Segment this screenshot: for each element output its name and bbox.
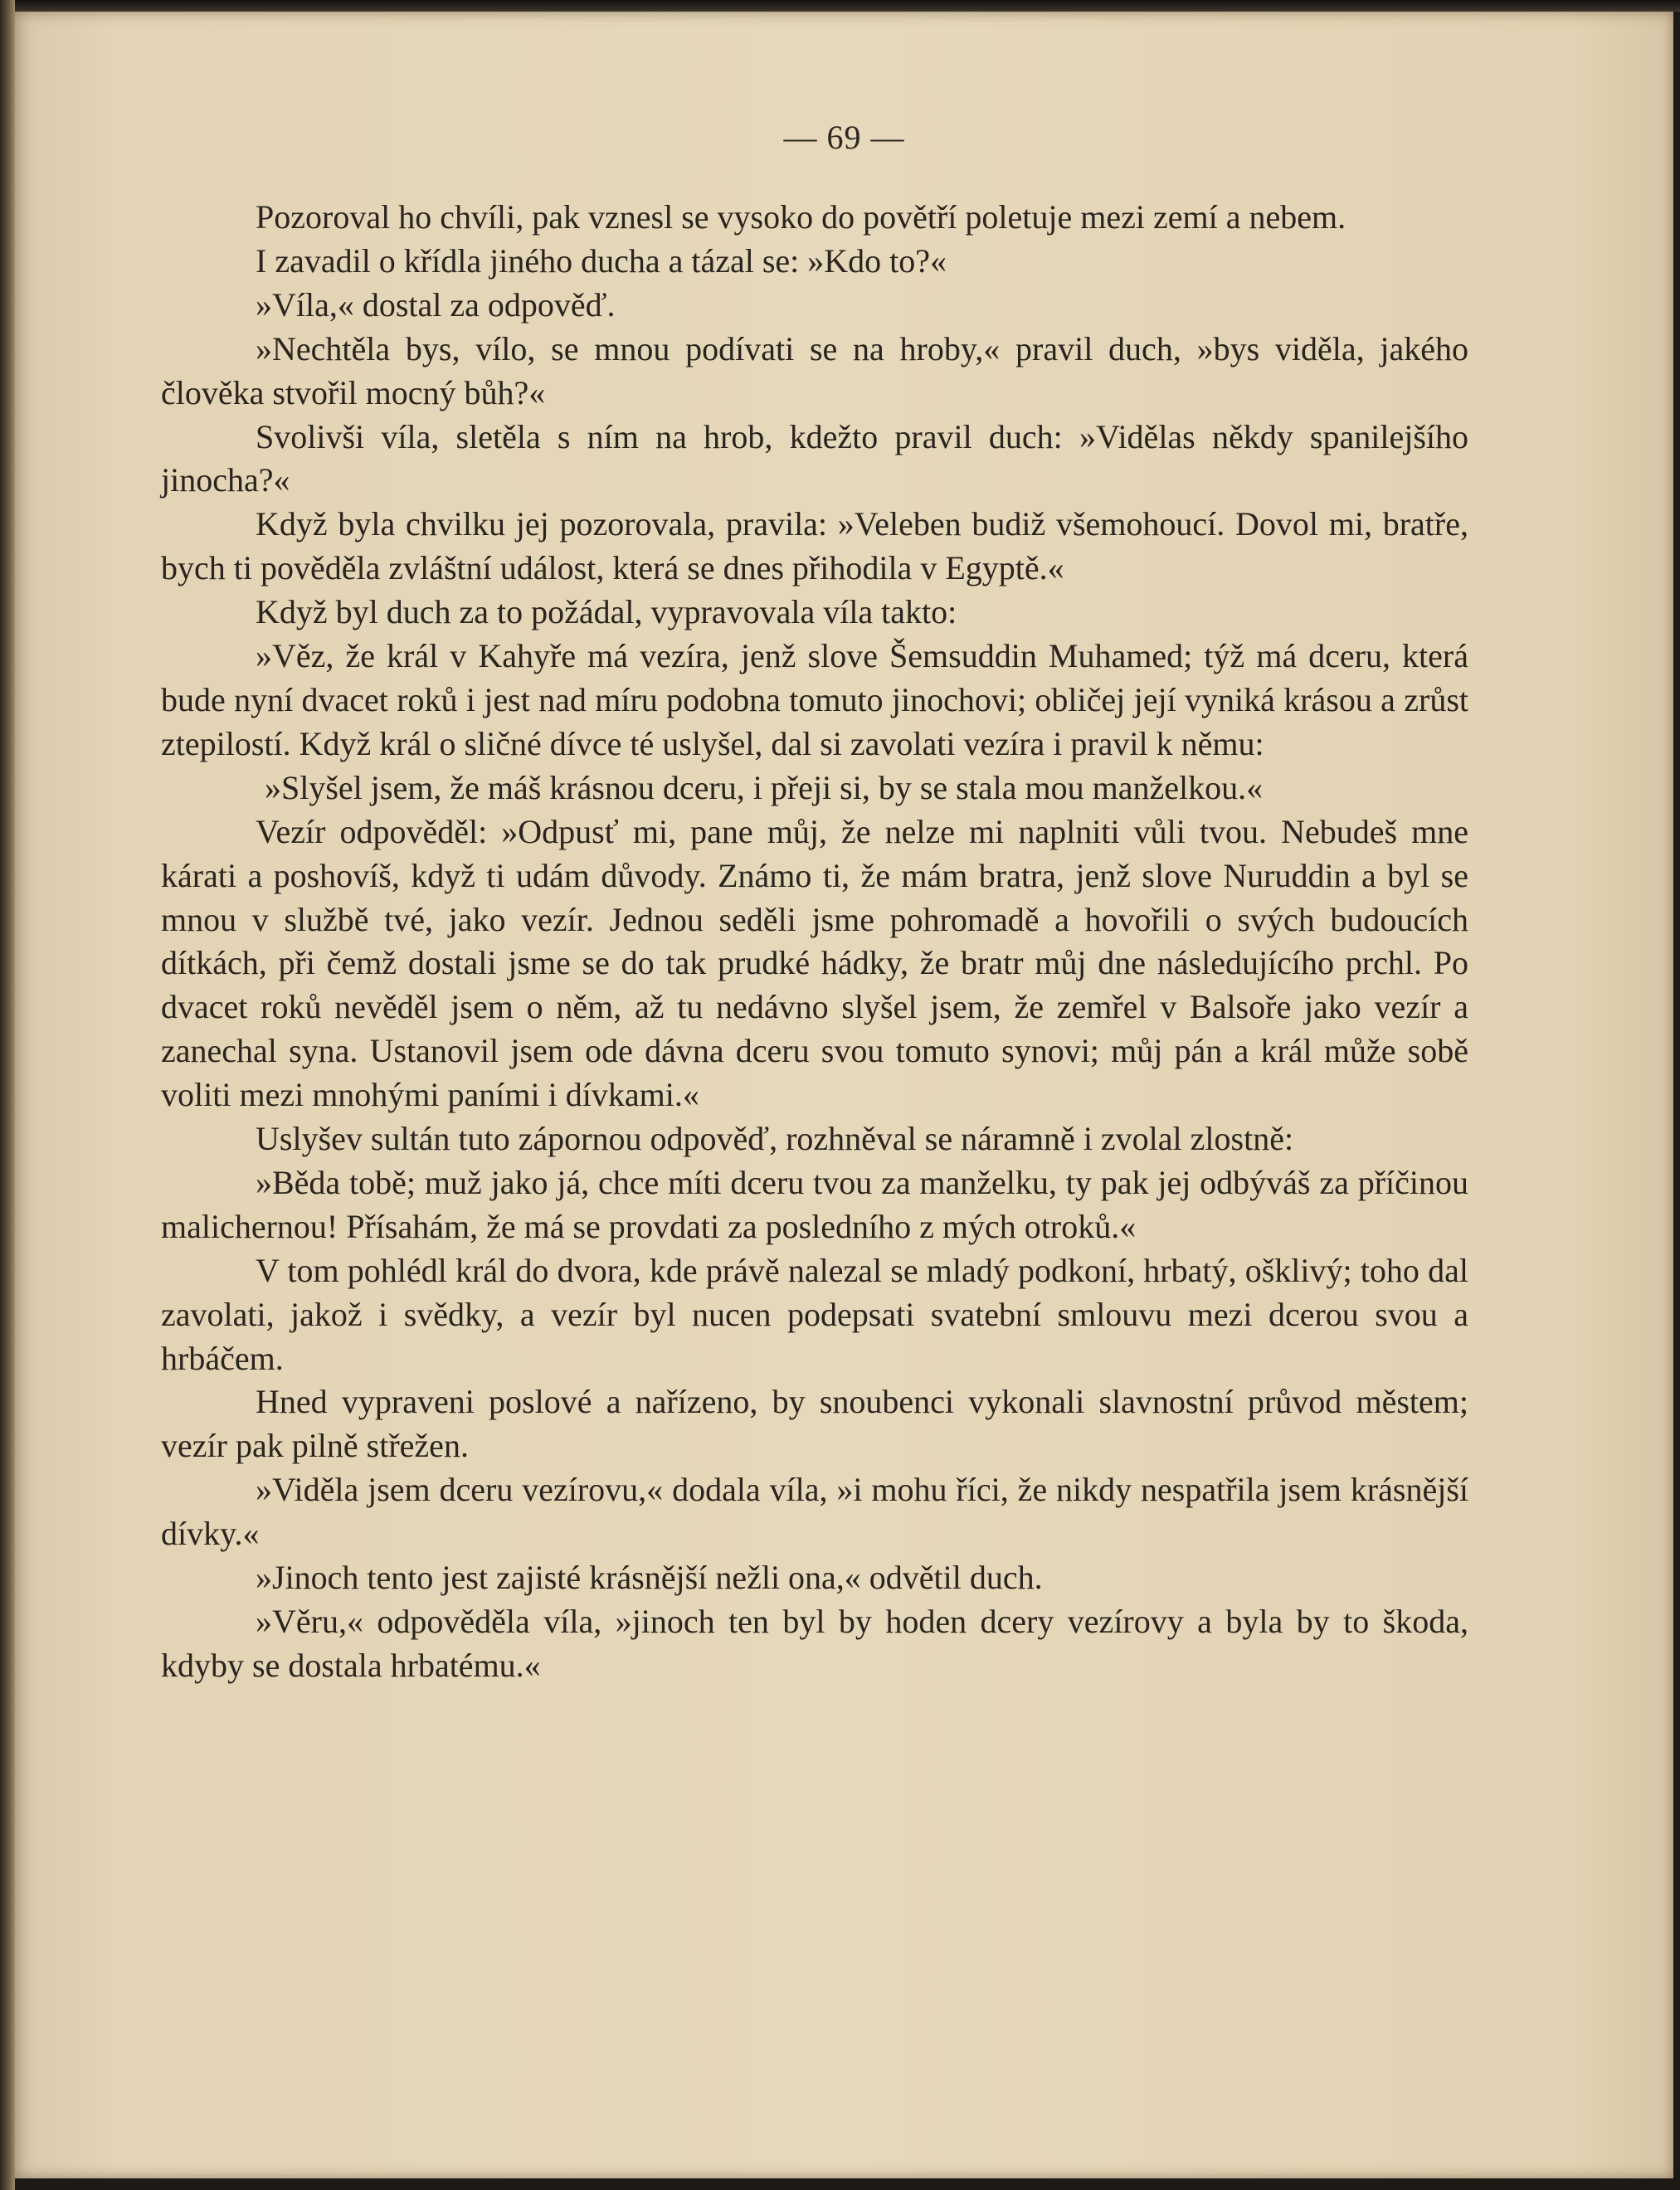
paragraph: V tom pohlédl král do dvora, kde právě nalezal se mladý podkoní, hrbatý, ošklivý; toho dal zavolati, jakož i svědky, a vezír byl nucen podepsati svatební smlouvu mezi dcerou svou a hrbáčem.: [161, 1251, 1468, 1377]
paragraph: »Slyšel jsem, že máš krásnou dceru, i přeji si, by se stala mou manželkou.«: [265, 768, 1264, 806]
paragraph: Když byla chvilku jej pozorovala, pravila: »Veleben budiž všemohoucí. Dovol mi, bratře, bych ti pověděla zvláštní událost, která se dnes přihodila v Egyptě.«: [161, 505, 1468, 587]
paragraph: Svolivši víla, sletěla s ním na hrob, kdežto pravil duch: »Vidělas někdy spanilejšího jinocha?«: [161, 417, 1468, 499]
page-number: — 69 —: [783, 119, 905, 156]
paragraph: »Běda tobě; muž jako já, chce míti dceru tvou za manželku, ty pak jej odbýváš za příčinou malichernou! Přísahám, že má se provdati za posledního z mých otroků.«: [161, 1163, 1468, 1245]
paragraph: »Viděla jsem dceru vezírovu,« dodala víla, »i mohu říci, že nikdy nespatřila jsem krásnější dívky.«: [161, 1471, 1468, 1553]
scan-top-edge: [0, 0, 1680, 12]
paragraph: »Víla,« dostal za odpověď.: [256, 285, 616, 324]
paragraph: »Věz, že král v Kahyře má vezíra, jenž slove Šemsuddin Muhamed; týž má dceru, která bude nyní dvacet roků i jest nad míru podobna tomuto jinochovi; obličej její vyniká krásou a zrůst ztepilostí. Když král o sličné dívce té uslyšel, dal si zavolati vezíra i pravil k němu:: [161, 637, 1468, 762]
paragraph: Vezír odpověděl: »Odpusť mi, pane můj, že nelze mi naplniti vůli tvou. Nebudeš mne kárati a poshovíš, když ti udám důvody. Známo ti, že mám bratra, jenž slove Nuruddin a byl se mnou v službě tvé, jako vezír. Jednou seděli jsme pohromadě a hovořili o svých budoucích dítkách, při čemž dostali jsme se do tak prudké hádky, že bratr můj dne následujícího prchl. Po dvacet roků nevěděl jsem o něm, až tu nedávno slyšel jsem, že zemřel v Balsoře jako vezír a zanechal syna. Ustanovil jsem ode dávna dceru svou tomuto synovi; můj pán a král může sobě voliti mezi mnohými paními i dívkami.«: [161, 812, 1468, 1114]
paragraph: »Věru,« odpověděla víla, »jinoch ten byl by hoden dcery vezírovy a byla by to škoda, kdyby se dostala hrbatému.«: [161, 1603, 1468, 1684]
scan-left-edge: [0, 0, 15, 2190]
paragraph: I zavadil o křídla jiného ducha a tázal se: »Kdo to?«: [256, 241, 947, 280]
paragraph: Uslyšev sultán tuto zápornou odpověď, rozhněval se náramně i zvolal zlostně:: [256, 1120, 1294, 1158]
paragraph: Pozoroval ho chvíli, pak vznesl se vysoko do povětří poletuje mezi zemí a nebem.: [256, 198, 1346, 236]
paragraph: Hned vypraveni poslové a nařízeno, by snoubenci vykonali slavnostní průvod městem; vezír pak pilně střežen.: [161, 1383, 1468, 1465]
paragraph: Když byl duch za to požádal, vypravovala víla takto:: [256, 593, 957, 631]
paragraph: »Jinoch tento jest zajisté krásnější nežli ona,« odvětil duch.: [256, 1559, 1043, 1597]
paragraph: »Nechtěla bys, vílo, se mnou podívati se na hroby,« pravil duch, »bys viděla, jakého člověka stvořil mocný bůh?«: [161, 329, 1468, 411]
book-page: [15, 12, 1673, 2178]
body-text: [161, 196, 1468, 1688]
